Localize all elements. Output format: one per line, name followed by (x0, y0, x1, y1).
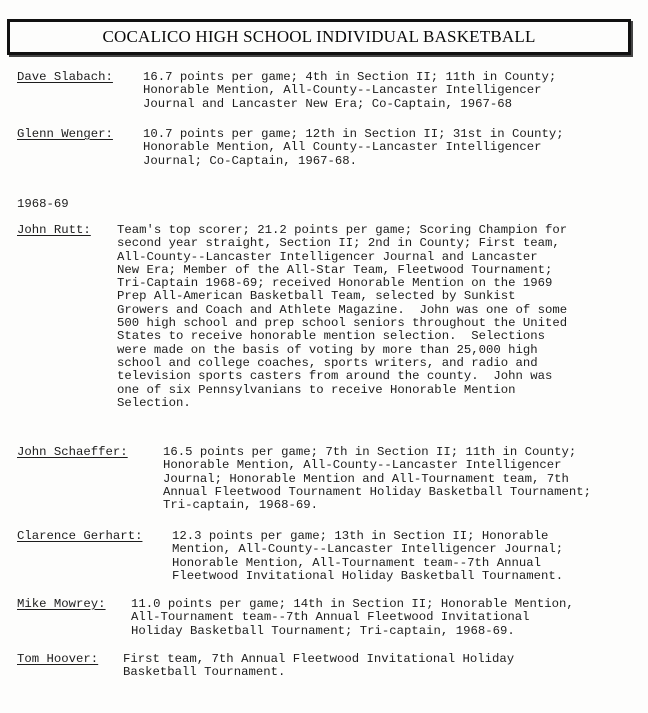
player-stats: 12.3 points per game; 13th in Section II; Honorable Mention, All-County--Lancaster Intelligencer Journal; Honorable Mention, All-Tournament team--7th Annual Fleetwood Invitational Holiday Basketball Tournament. (172, 529, 564, 583)
player-name: John Rutt: (17, 223, 91, 237)
player-name: Clarence Gerhart: (17, 529, 143, 543)
document-title-box (7, 19, 631, 55)
player-stats: Team's top scorer; 21.2 points per game; Scoring Champion for second year straight, Section II; 2nd in County; First team, All-County--Lancaster Intelligencer Journal and Lancaster New Era; Member of the All-Star Team, Fleetwood Tournament; Tri-Captain 1968-69; received Honorable Mention on the 1969 Prep All-American Basketball Team, selected by Sunkist Growers and Coach and Athlete Magazine. John was one of some 500 high school and prep school seniors throughout the United States to receive honorable mention selection. Selections were made on the basis of voting by more than 25,000 high school and college coaches, sports writers, and radio and television sports casters from around the county. John was one of six Pennsylvanians to receive Honorable Mention Selection. (117, 223, 568, 410)
player-stats: 16.7 points per game; 4th in Section II; 11th in County; Honorable Mention, All-County--Lancaster Intelligencer Journal and Lancaster New Era; Co-Captain, 1967-68 (143, 70, 557, 111)
player-name: John Schaeffer: (17, 445, 128, 459)
player-name: Tom Hoover: (17, 652, 99, 666)
player-name: Glenn Wenger: (17, 127, 113, 141)
document-title: COCALICO HIGH SCHOOL INDIVIDUAL BASKETBALL (102, 27, 536, 46)
player-name: Mike Mowrey: (17, 597, 106, 611)
player-name: Dave Slabach: (17, 70, 113, 84)
player-stats: 16.5 points per game; 7th in Section II; 11th in County; Honorable Mention, All-County--Lancaster Intelligencer Journal; Honorable Mention and All-Tournament team, 7th Annual Fleetwood Tournament Holiday Basketball Tournament; Tri-captain, 1968-69. (163, 445, 592, 513)
player-stats: 11.0 points per game; 14th in Section II; Honorable Mention, All-Tournament team--7th Annual Fleetwood Invitational Holiday Basketball Tournament; Tri-captain, 1968-69. (131, 597, 574, 638)
player-stats: 10.7 points per game; 12th in Section II; 31st in County; Honorable Mention, All County--Lancaster Intelligencer Journal; Co-Captain, 1967-68. (143, 127, 564, 168)
player-stats: First team, 7th Annual Fleetwood Invitational Holiday Basketball Tournament. (123, 652, 515, 680)
season-heading: 1968-69 (17, 197, 69, 211)
